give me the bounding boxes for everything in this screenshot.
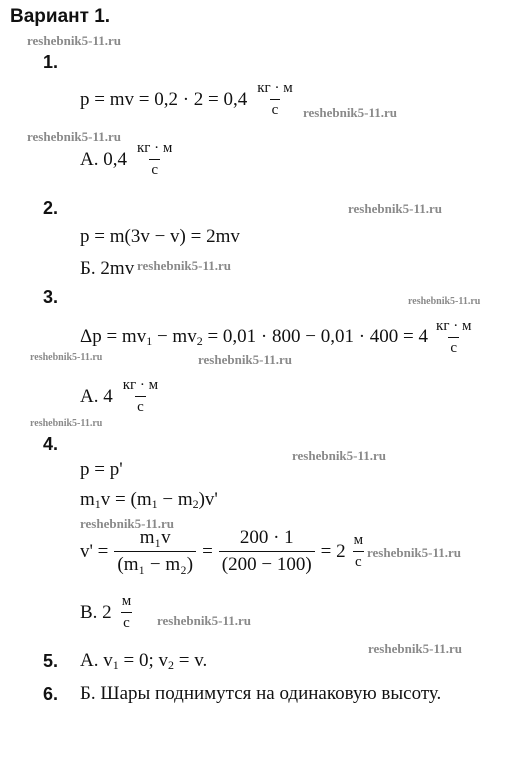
task-1-formula xyxy=(80,80,295,119)
watermark: reshebnik5-11.ru xyxy=(348,201,443,216)
task-6-number: 6. xyxy=(43,684,59,704)
task-3-answer xyxy=(80,377,160,416)
task-4-line-1: p = p' xyxy=(80,459,123,480)
task-1-answer-unit-den: с xyxy=(149,159,160,179)
task-4-fraction-2-den: (200 − 100) xyxy=(219,551,315,576)
task-1-formula-text: p = mv = 0,2 · 2 = 0,4 xyxy=(80,88,248,110)
watermark: reshebnik5-11.ru xyxy=(27,129,122,144)
task-3-unit xyxy=(434,318,473,357)
page-title: Вариант 1. xyxy=(10,6,111,27)
task-4-equals: = xyxy=(202,540,213,562)
task-1-answer-unit xyxy=(135,140,174,179)
task-3-answer-text: А. 4 xyxy=(80,385,113,407)
task-4-answer-unit-num: м xyxy=(121,593,132,609)
task-1-answer-text: А. 0,4 xyxy=(80,148,127,170)
task-1-unit-num: кг · м xyxy=(257,80,293,96)
task-4-answer xyxy=(80,593,133,632)
task-4-fraction-1-num: m₁v xyxy=(139,527,171,548)
task-3-number: 3. xyxy=(43,287,59,307)
watermark: reshebnik5-11.ru xyxy=(292,448,387,463)
watermark: reshebnik5-11.ru xyxy=(198,352,293,367)
watermark: reshebnik5-11.ru xyxy=(368,641,463,656)
watermark: reshebnik5-11.ru xyxy=(303,105,398,120)
task-4-unit-den: с xyxy=(353,551,364,571)
watermark: reshebnik5-11.ru xyxy=(30,418,103,429)
watermark: reshebnik5-11.ru xyxy=(408,296,481,307)
task-1-answer-unit-num: кг · м xyxy=(136,140,173,156)
task-5-answer: А. $v_1 = 0$; $v_2 = v$. xyxy=(80,650,208,672)
task-4-number: 4. xyxy=(43,434,59,454)
task-4-unit xyxy=(352,532,366,571)
task-5-number: 5. xyxy=(43,651,59,671)
task-6-answer: Б. Шары поднимутся на одинаковую высоту. xyxy=(80,683,442,704)
task-3-answer-unit-den: с xyxy=(135,396,146,416)
task-2-answer: Б. 2mv xyxy=(80,258,135,279)
task-3-unit-den: с xyxy=(448,337,459,357)
task-4-answer-unit-den: с xyxy=(121,612,132,632)
task-1-unit-den: с xyxy=(270,99,281,119)
task-3-answer-unit-num: кг · м xyxy=(122,377,159,393)
task-4-fraction-2 xyxy=(219,527,315,576)
watermark: reshebnik5-11.ru xyxy=(27,33,122,48)
task-4-fraction-1-den: (m₁ − m₂) xyxy=(114,551,196,576)
watermark: reshebnik5-11.ru xyxy=(30,352,103,363)
task-4-unit-num: м xyxy=(353,532,364,548)
task-4-line-2: $m_1v = (m_1 - m_2)v'$ xyxy=(80,489,218,511)
task-4-result: = 2 xyxy=(320,540,346,562)
task-3-answer-unit xyxy=(121,377,160,416)
watermark: reshebnik5-11.ru xyxy=(137,258,232,273)
task-4-lhs: v' = xyxy=(80,540,109,562)
task-4-answer-unit xyxy=(120,593,134,632)
task-4-fraction-1 xyxy=(114,527,196,576)
task-1-unit xyxy=(255,80,294,119)
task-2-formula: p = m(3v − v) = 2mv xyxy=(80,226,240,247)
task-3-formula-text: $\Delta p = mv_1 - mv_2 = 0,01 \cdot 800 - 0,01 \cdot 400 = 4$ xyxy=(80,326,429,348)
task-2-number: 2. xyxy=(43,198,59,218)
task-1-number: 1. xyxy=(43,52,59,72)
task-4-answer-text: В. 2 xyxy=(80,601,112,623)
task-1-answer xyxy=(80,140,174,179)
watermark: reshebnik5-11.ru xyxy=(367,545,462,560)
task-4-fraction-2-num: 200 · 1 xyxy=(239,527,294,548)
task-4-line-3 xyxy=(80,527,365,576)
watermark: reshebnik5-11.ru xyxy=(80,516,175,531)
task-3-unit-num: кг · м xyxy=(436,318,472,334)
watermark: reshebnik5-11.ru xyxy=(157,613,252,628)
